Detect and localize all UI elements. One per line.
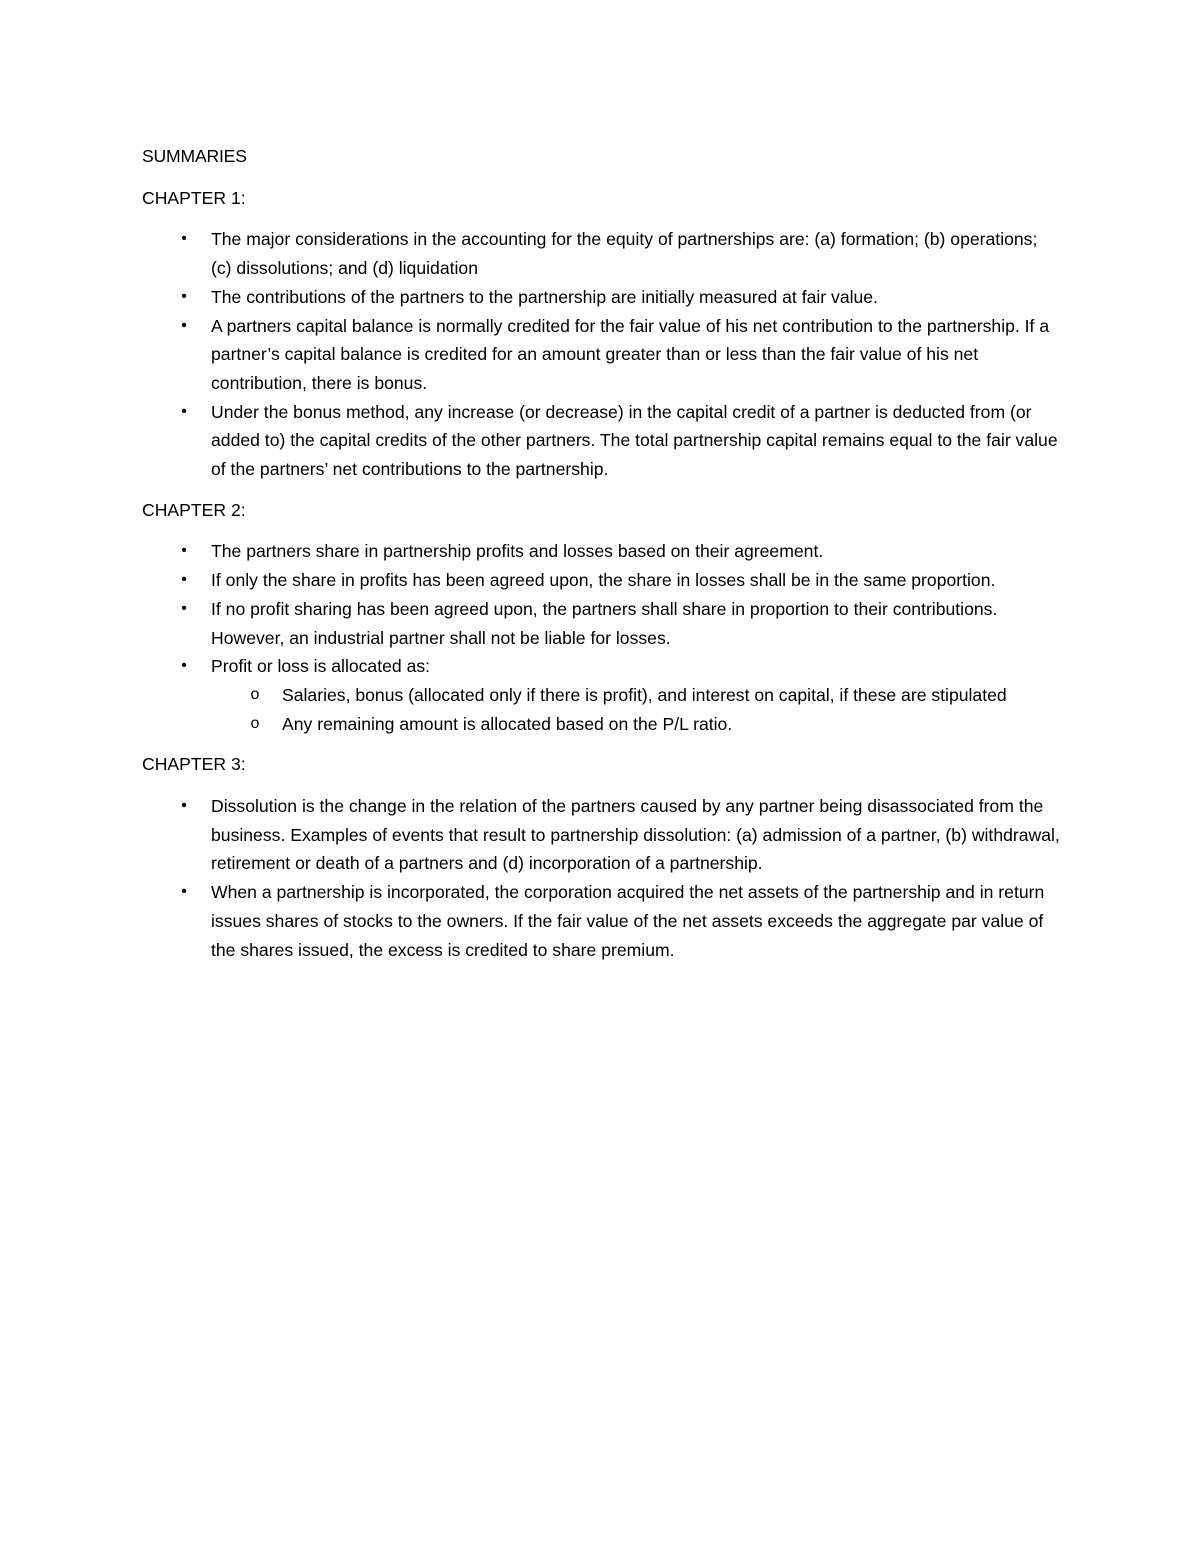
list-item-text: A partners capital balance is normally credited for the fair value of his net contribution to the partnership. If a partner’s capital balance is credited for an amount greater than or less than the fair value of his net contribution, there is bonus. [211,315,1050,393]
list-item [142,283,1062,312]
document-title: SUMMARIES [142,146,247,166]
chapter-1-list [142,225,1062,483]
list-item-text: The major considerations in the accounting for the equity of partnerships are: (a) formation; (b) operations; (c) dissolutions; and (d) liquidation [211,229,1038,279]
chapter-2-heading: CHAPTER 2: [142,499,246,520]
sub-list-item [211,681,1062,710]
list-item-text: Profit or loss is allocated as: [211,656,431,677]
list-item-text: The partners share in partnership profits and losses based on their agreement. [211,541,824,562]
sub-list-item [211,710,1062,739]
list-item-text: If only the share in profits has been agreed upon, the share in losses shall be in the same proportion. [211,570,996,591]
bullet-icon: • [181,599,187,617]
chapter-2-list [142,537,1062,738]
list-item-text: When a partnership is incorporated, the corporation acquired the net assets of the partnership and in return issues shares of stocks to the owners. If the fair value of the net assets exceeds the aggregate par value of the shares issued, the excess is credited to share premium. [211,882,1045,960]
list-item-text: Under the bonus method, any increase (or decrease) in the capital credit of a partner is deducted from (or added to) the capital credits of the other partners. The total partnership capital remains equal to the fair value of the partners’ net contributions to the partnership. [211,401,1058,480]
bullet-icon: • [181,797,187,815]
list-item [142,792,1062,878]
bullet-icon: • [181,542,187,560]
sub-list-item-text: Salaries, bonus (allocated only if there is profit), and interest on capital, if these are stipulated [282,684,1007,705]
bullet-icon: • [181,230,187,248]
list-item [142,595,1062,652]
bullet-icon: • [181,287,187,305]
list-item [142,225,1062,282]
document-body [142,142,1062,976]
bullet-icon: • [181,883,187,901]
list-item [142,312,1062,398]
bullet-icon: • [181,402,187,420]
list-item-text: The contributions of the partners to the partnership are initially measured at fair value. [211,286,878,307]
chapter-3-heading: CHAPTER 3: [142,754,246,775]
sub-list [211,681,1062,738]
circle-bullet-icon: o [250,685,260,703]
list-item [142,537,1062,566]
list-item [142,652,1062,738]
sub-list-item-text: Any remaining amount is allocated based on the P/L ratio. [282,713,733,734]
bullet-icon: • [181,316,187,334]
circle-bullet-icon: o [250,714,260,732]
bullet-icon: • [181,657,187,675]
list-item-text: If no profit sharing has been agreed upon, the partners shall share in proportion to their contributions. However, an industrial partner shall not be liable for losses. [211,598,998,648]
list-item [142,878,1062,964]
list-item [142,398,1062,484]
bullet-icon: • [181,571,187,589]
list-item [142,566,1062,595]
chapter-2-section [142,496,1062,739]
chapter-1-heading: CHAPTER 1: [142,187,246,208]
chapter-3-section [142,750,1062,964]
list-item-text: Dissolution is the change in the relation of the partners caused by any partner being disassociated from the business. Examples of events that result to partnership dissolution: (a) admission of a partner, (b) withdrawal, retirement or death of a partners and (d) incorporation of a partnership. [211,796,1060,874]
chapter-1-section [142,184,1062,484]
chapter-3-list [142,792,1062,964]
